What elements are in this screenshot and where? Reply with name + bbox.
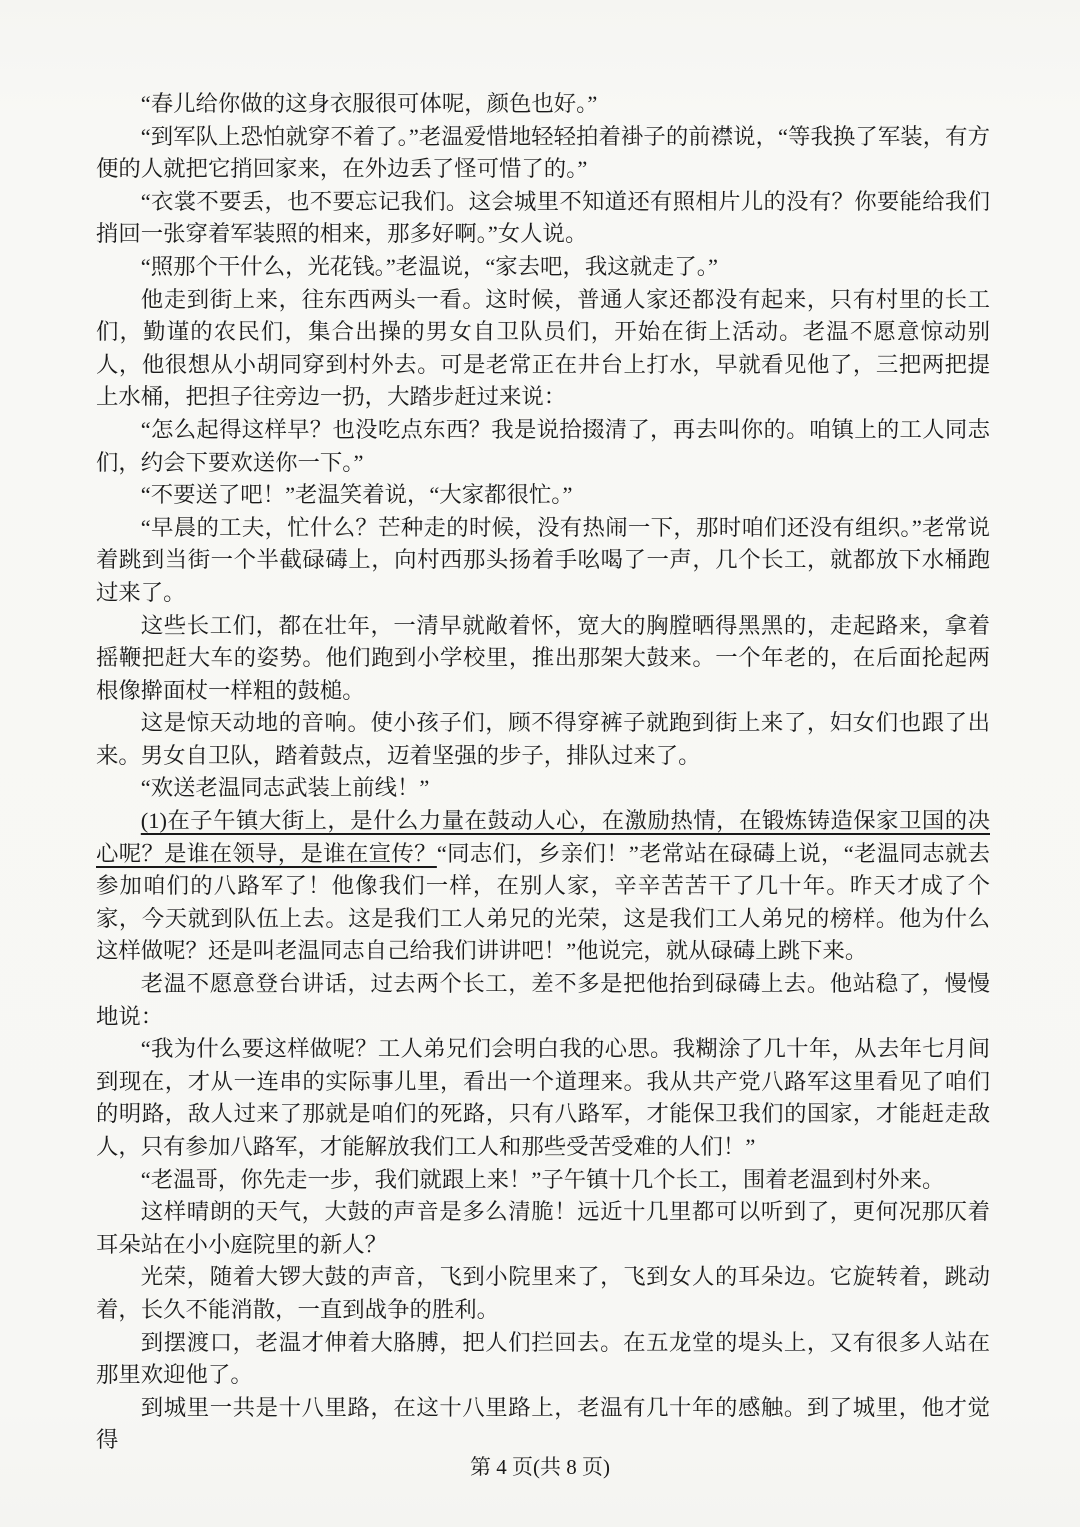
text-segment: 这样晴朗的天气，大鼓的声音是多么清脆！远近十几里都可以听到了，更何况那仄着耳朵站在小小庭院里的新人？ [96, 1199, 990, 1257]
text-segment: “到军队上恐怕就穿不着了。”老温爱惜地轻轻拍着褂子的前襟说，“等我换了军装，有方便的人就把它捎回家来，在外边丢了怪可惜了的。” [96, 123, 990, 182]
paragraph [96, 1196, 990, 1261]
page-footer: 第 4 页(共 8 页) [470, 1455, 610, 1479]
text-segment: 他走到街上来，往东西两头一看。这时候，普通人家还都没有起来，只有村里的长工们，勤谨的农民们，集合出操的男女自卫队员们，开始在街上活动。老温不愿意惊动别人，他很想从小胡同穿到村外去。可是老常正在井台上打水，早就看见他了，三把两把提上水桶，把担子往旁边一扔，大踏步赶过来说： [96, 286, 990, 410]
text-segment: 光荣，随着大锣大鼓的声音，飞到小院里来了，飞到女人的耳朵边。它旋转着，跳动着，长久不能消散，一直到战争的胜利。 [96, 1264, 990, 1322]
paragraph [96, 1164, 990, 1197]
text-segment: “不要送了吧！”老温笑着说，“大家都很忙。” [140, 482, 573, 508]
paragraph [96, 284, 990, 414]
paragraph [96, 805, 990, 968]
paragraph [96, 968, 990, 1033]
paragraph [96, 186, 990, 251]
text-segment: “怎么起得这样早？也没吃点东西？我是说拾掇清了，再去叫你的。咱镇上的工人同志们，约会下要欢送你一下。” [96, 416, 990, 475]
text-segment: “欢送老温同志武装上前线！” [140, 775, 430, 801]
text-segment: 老温不愿意登台讲话，过去两个长工，差不多是把他抬到碌碡上去。他站稳了，慢慢地说： [96, 971, 990, 1029]
paragraph [96, 251, 990, 284]
paragraph [96, 1033, 990, 1163]
paragraph [96, 121, 990, 186]
text-segment: “老温哥，你先走一步，我们就跟上来！”子午镇十几个长工，围着老温到村外来。 [140, 1166, 945, 1192]
paragraph [96, 414, 990, 479]
paragraph [96, 1261, 990, 1326]
text-segment: “同志们，乡亲们！”老常站在碌碡上说，“老温同志就去参加咱们的八路军了！他像我们一样，在别人家，辛辛苦苦干了几十年。昨天才成了个家，今天就到队伍上去。这是我们工人弟兄的光荣，这是我们工人弟兄的榜样。他为什么这样做呢？还是叫老温同志自己给我们讲讲吧！”他说完，就从碌碡上跳下来。 [96, 840, 990, 964]
paragraph [96, 512, 990, 610]
underlined-question-text: (1)在子午镇大街上，是什么力量在鼓动人心，在激励热情，在锻炼铸造保家卫国的决心呢？是谁在领导，是谁在宣传？ [96, 808, 990, 866]
text-segment: “早晨的工夫，忙什么？芒种走的时候，没有热闹一下，那时咱们还没有组织。”老常说着跳到当街一个半截碌碡上，向村西那头扬着手吆喝了一声，几个长工，就都放下水桶跑过来了。 [96, 514, 990, 605]
text-segment: “春儿给你做的这身衣服很可体呢，颜色也好。” [140, 91, 598, 116]
paragraph [96, 88, 990, 121]
text-segment: “我为什么要这样做呢？工人弟兄们会明白我的心思。我糊涂了几十年，从去年七月间到现在，才从一连串的实际事儿里，看出一个道理来。我从共产党八路军这里看见了咱们的明路，敌人过来了那就是咱们的死路，只有八路军，才能保卫我们的国家，才能赶走敌人，只有参加八路军，才能解放我们工人和那些受苦受难的人们！” [96, 1036, 990, 1159]
text-segment: 到城里一共是十八里路，在这十八里路上，老温有几十年的感触。到了城里，他才觉得 [96, 1394, 990, 1453]
paragraph [96, 479, 990, 512]
text-segment: 这是惊天动地的音响。使小孩子们，顾不得穿裤子就跑到街上来了，妇女们也跟了出来。男女自卫队，踏着鼓点，迈着坚强的步子，排队过来了。 [96, 710, 990, 768]
text-segment: “衣裳不要丢，也不要忘记我们。这会城里不知道还有照相片儿的没有？你要能给我们捎回一张穿着军装照的相来，那多好啊。”女人说。 [96, 188, 990, 247]
paragraph [96, 1327, 990, 1392]
document-body [96, 88, 990, 1457]
text-segment: 到摆渡口，老温才伸着大胳膊，把人们拦回去。在五龙堂的堤头上，又有很多人站在那里欢迎他了。 [96, 1329, 990, 1388]
paragraph [96, 1392, 990, 1457]
paragraph [96, 610, 990, 708]
paragraph [96, 707, 990, 772]
text-segment: “照那个干什么，光花钱。”老温说，“家去吧，我这就走了。” [140, 253, 718, 279]
paragraph [96, 772, 990, 805]
text-segment: 这些长工们，都在壮年，一清早就敞着怀，宽大的胸膛晒得黑黑的，走起路来，拿着摇鞭把赶大车的姿势。他们跑到小学校里，推出那架大鼓来。一个年老的，在后面抡起两根像擀面杖一样粗的鼓槌。 [96, 612, 990, 703]
